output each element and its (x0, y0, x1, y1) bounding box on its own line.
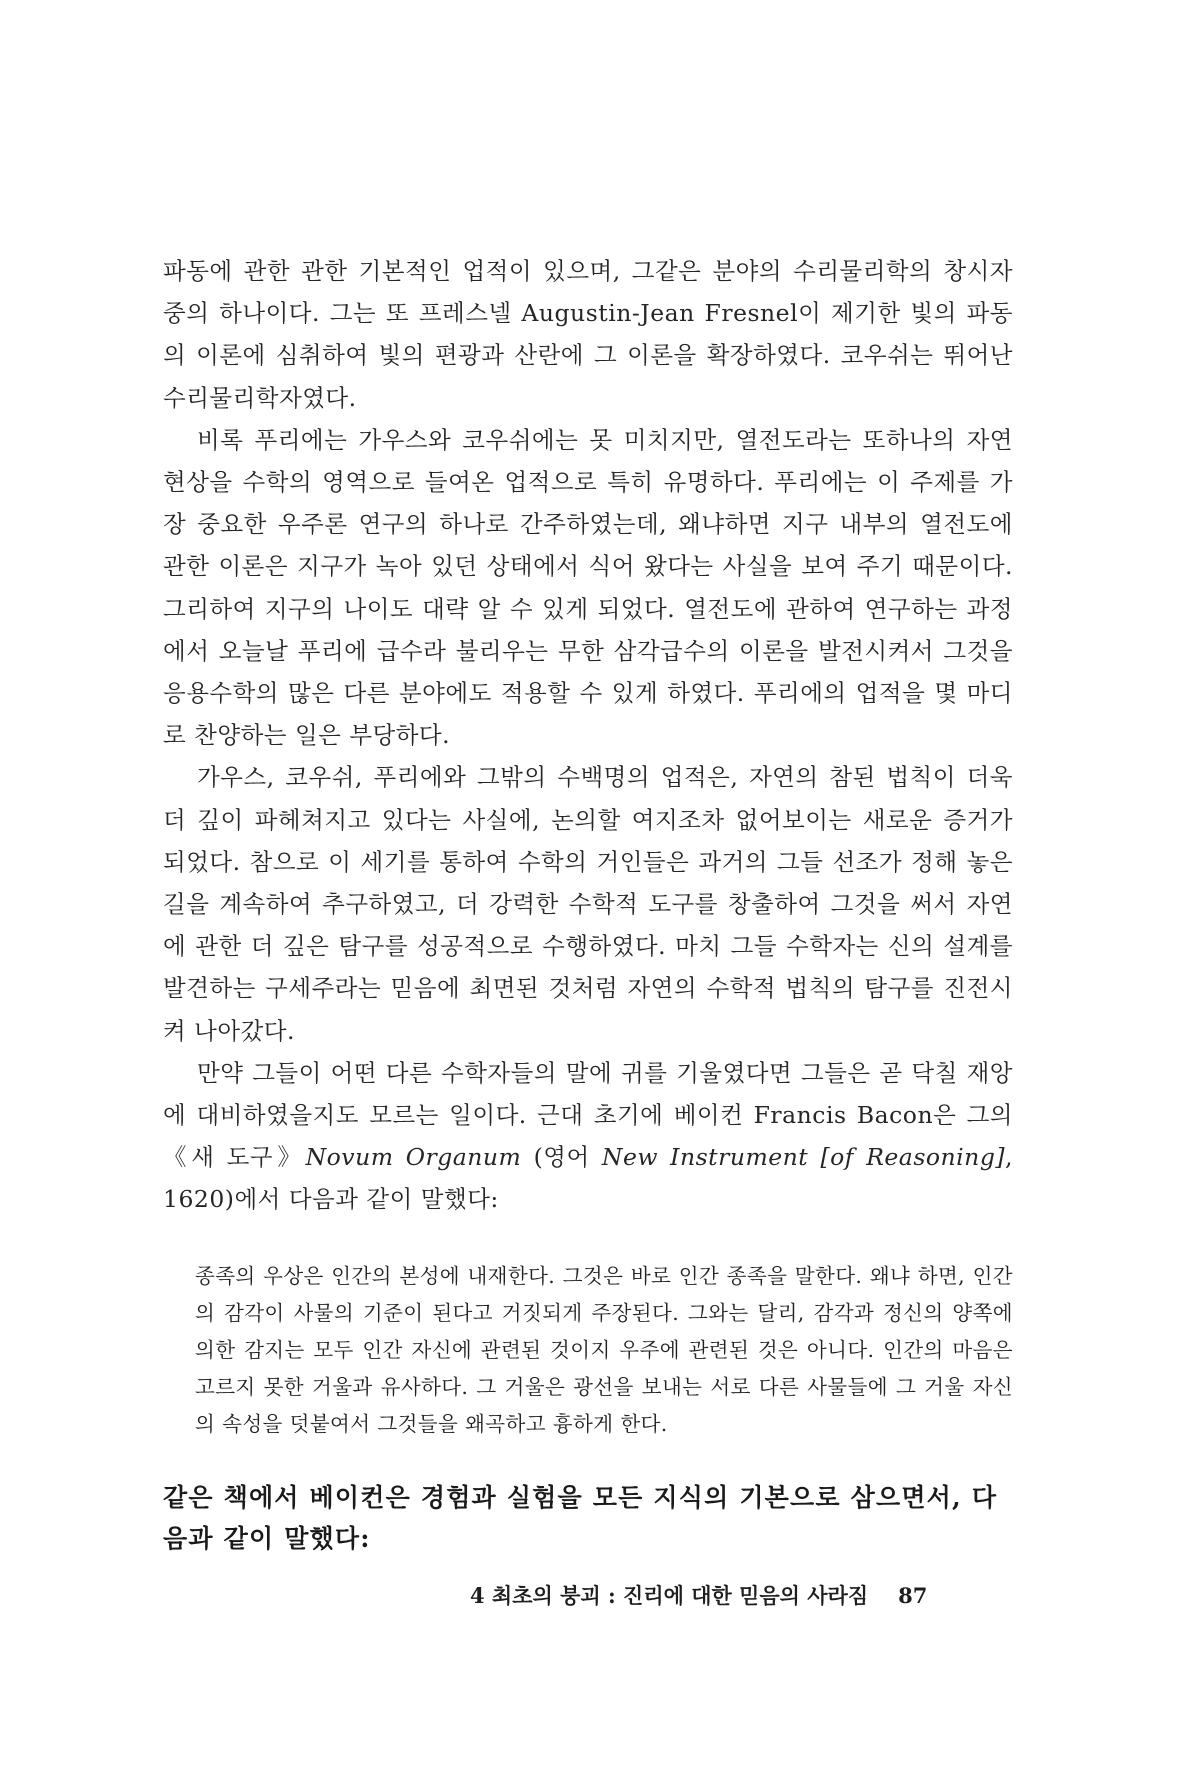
block-quote: 종족의 우상은 인간의 본성에 내재한다. 그것은 바로 인간 종족을 말한다. 왜냐 하면, 인간의 감각이 사물의 기준이 된다고 거짓되게 주장된다. 그와는 달리, 감각과 정신의 양쪽에 의한 감지는 모두 인간 자신에 관련된 것이지 우주에 관련된 것은 아니다. 인간의 마음은 고르지 못한 거울과 유사하다. 그 거울은 광선을 보내는 서로 다른 사물들에 그 거울 자신의 속성을 덧붙여서 그것들을 왜곡하고 흉하게 한다. (195, 1263, 1013, 1436)
chapter-title: 4 최초의 붕괴 : 진리에 대한 믿음의 사라짐 (470, 1583, 869, 1608)
paragraph-1: 파동에 관한 관한 기본적인 업적이 있으며, 그같은 분야의 수리물리학의 창시자 중의 하나이다. 그는 또 프레스넬 Augustin-Jean Fresnel이 제기한 빛의 파동의 이론에 심취하여 빛의 편광과 산란에 그 이론을 확장하였다. 코우쉬는 뛰어난 수리물리학자였다. (163, 257, 1013, 412)
bacon-title-english: New Instrument [of Reasoning] (601, 1143, 1006, 1172)
running-footer (470, 1581, 990, 1611)
bacon-text-after: , 1620)에서 다음과 같이 말했다: (163, 1143, 1014, 1214)
paragraph-bacon (163, 1052, 1013, 1221)
bacon-title-latin: Novum Organum (305, 1143, 522, 1172)
paragraph-2: 비록 푸리에는 가우스와 코우쉬에는 못 미치지만, 열전도라는 또하나의 자연 현상을 수학의 영역으로 들여온 업적으로 특히 유명하다. 푸리에는 이 주제를 가장 중요한 우주론 연구의 하나로 간주하였는데, 왜냐하면 지구 내부의 열전도에 관한 이론은 지구가 녹아 있던 상태에서 식어 왔다는 사실을 보여 주기 때문이다. 그리하여 지구의 나이도 대략 알 수 있게 되었다. 열전도에 관하여 연구하는 과정에서 오늘날 푸리에 급수라 불리우는 무한 삼각급수의 이론을 발전시켜서 그것을 응용수학의 많은 다른 분야에도 적용할 수 있게 하였다. 푸리에의 업적을 몇 마디로 찬양하는 일은 부당하다. (163, 425, 1013, 750)
page-number: 87 (898, 1583, 928, 1608)
paragraph-3: 가우스, 코우쉬, 푸리에와 그밖의 수백명의 업적은, 자연의 참된 법칙이 더욱 더 깊이 파헤쳐지고 있다는 사실에, 논의할 여지조차 없어보이는 새로운 증거가 되었다. 참으로 이 세기를 통하여 수학의 거인들은 과거의 그들 선조가 정해 놓은 길을 계속하여 추구하였고, 더 강력한 수학적 도구를 창출하여 그것을 써서 자연에 관한 더 깊은 탐구를 성공적으로 수행하였다. 마치 그들 수학자는 신의 설계를 발견하는 구세주라는 믿음에 최면된 것처럼 자연의 수학적 법칙의 탐구를 진전시켜 나아갔다. (163, 763, 1013, 1045)
body-text (163, 250, 1013, 1559)
final-paragraph: 같은 책에서 베이컨은 경험과 실험을 모든 지식의 기본으로 삼으면서, 다음과 같이 말했다: (163, 1482, 998, 1553)
bacon-text-before: 만약 그들이 어떤 다른 수학자들의 말에 귀를 기울였다면 그들은 곧 닥칠 재앙에 대비하였을지도 모르는 일이다. 근대 초기에 베이컨 Francis Bacon은 그의 《새 도구》 (163, 1058, 1013, 1172)
bacon-paren-open: (영어 (521, 1143, 602, 1172)
